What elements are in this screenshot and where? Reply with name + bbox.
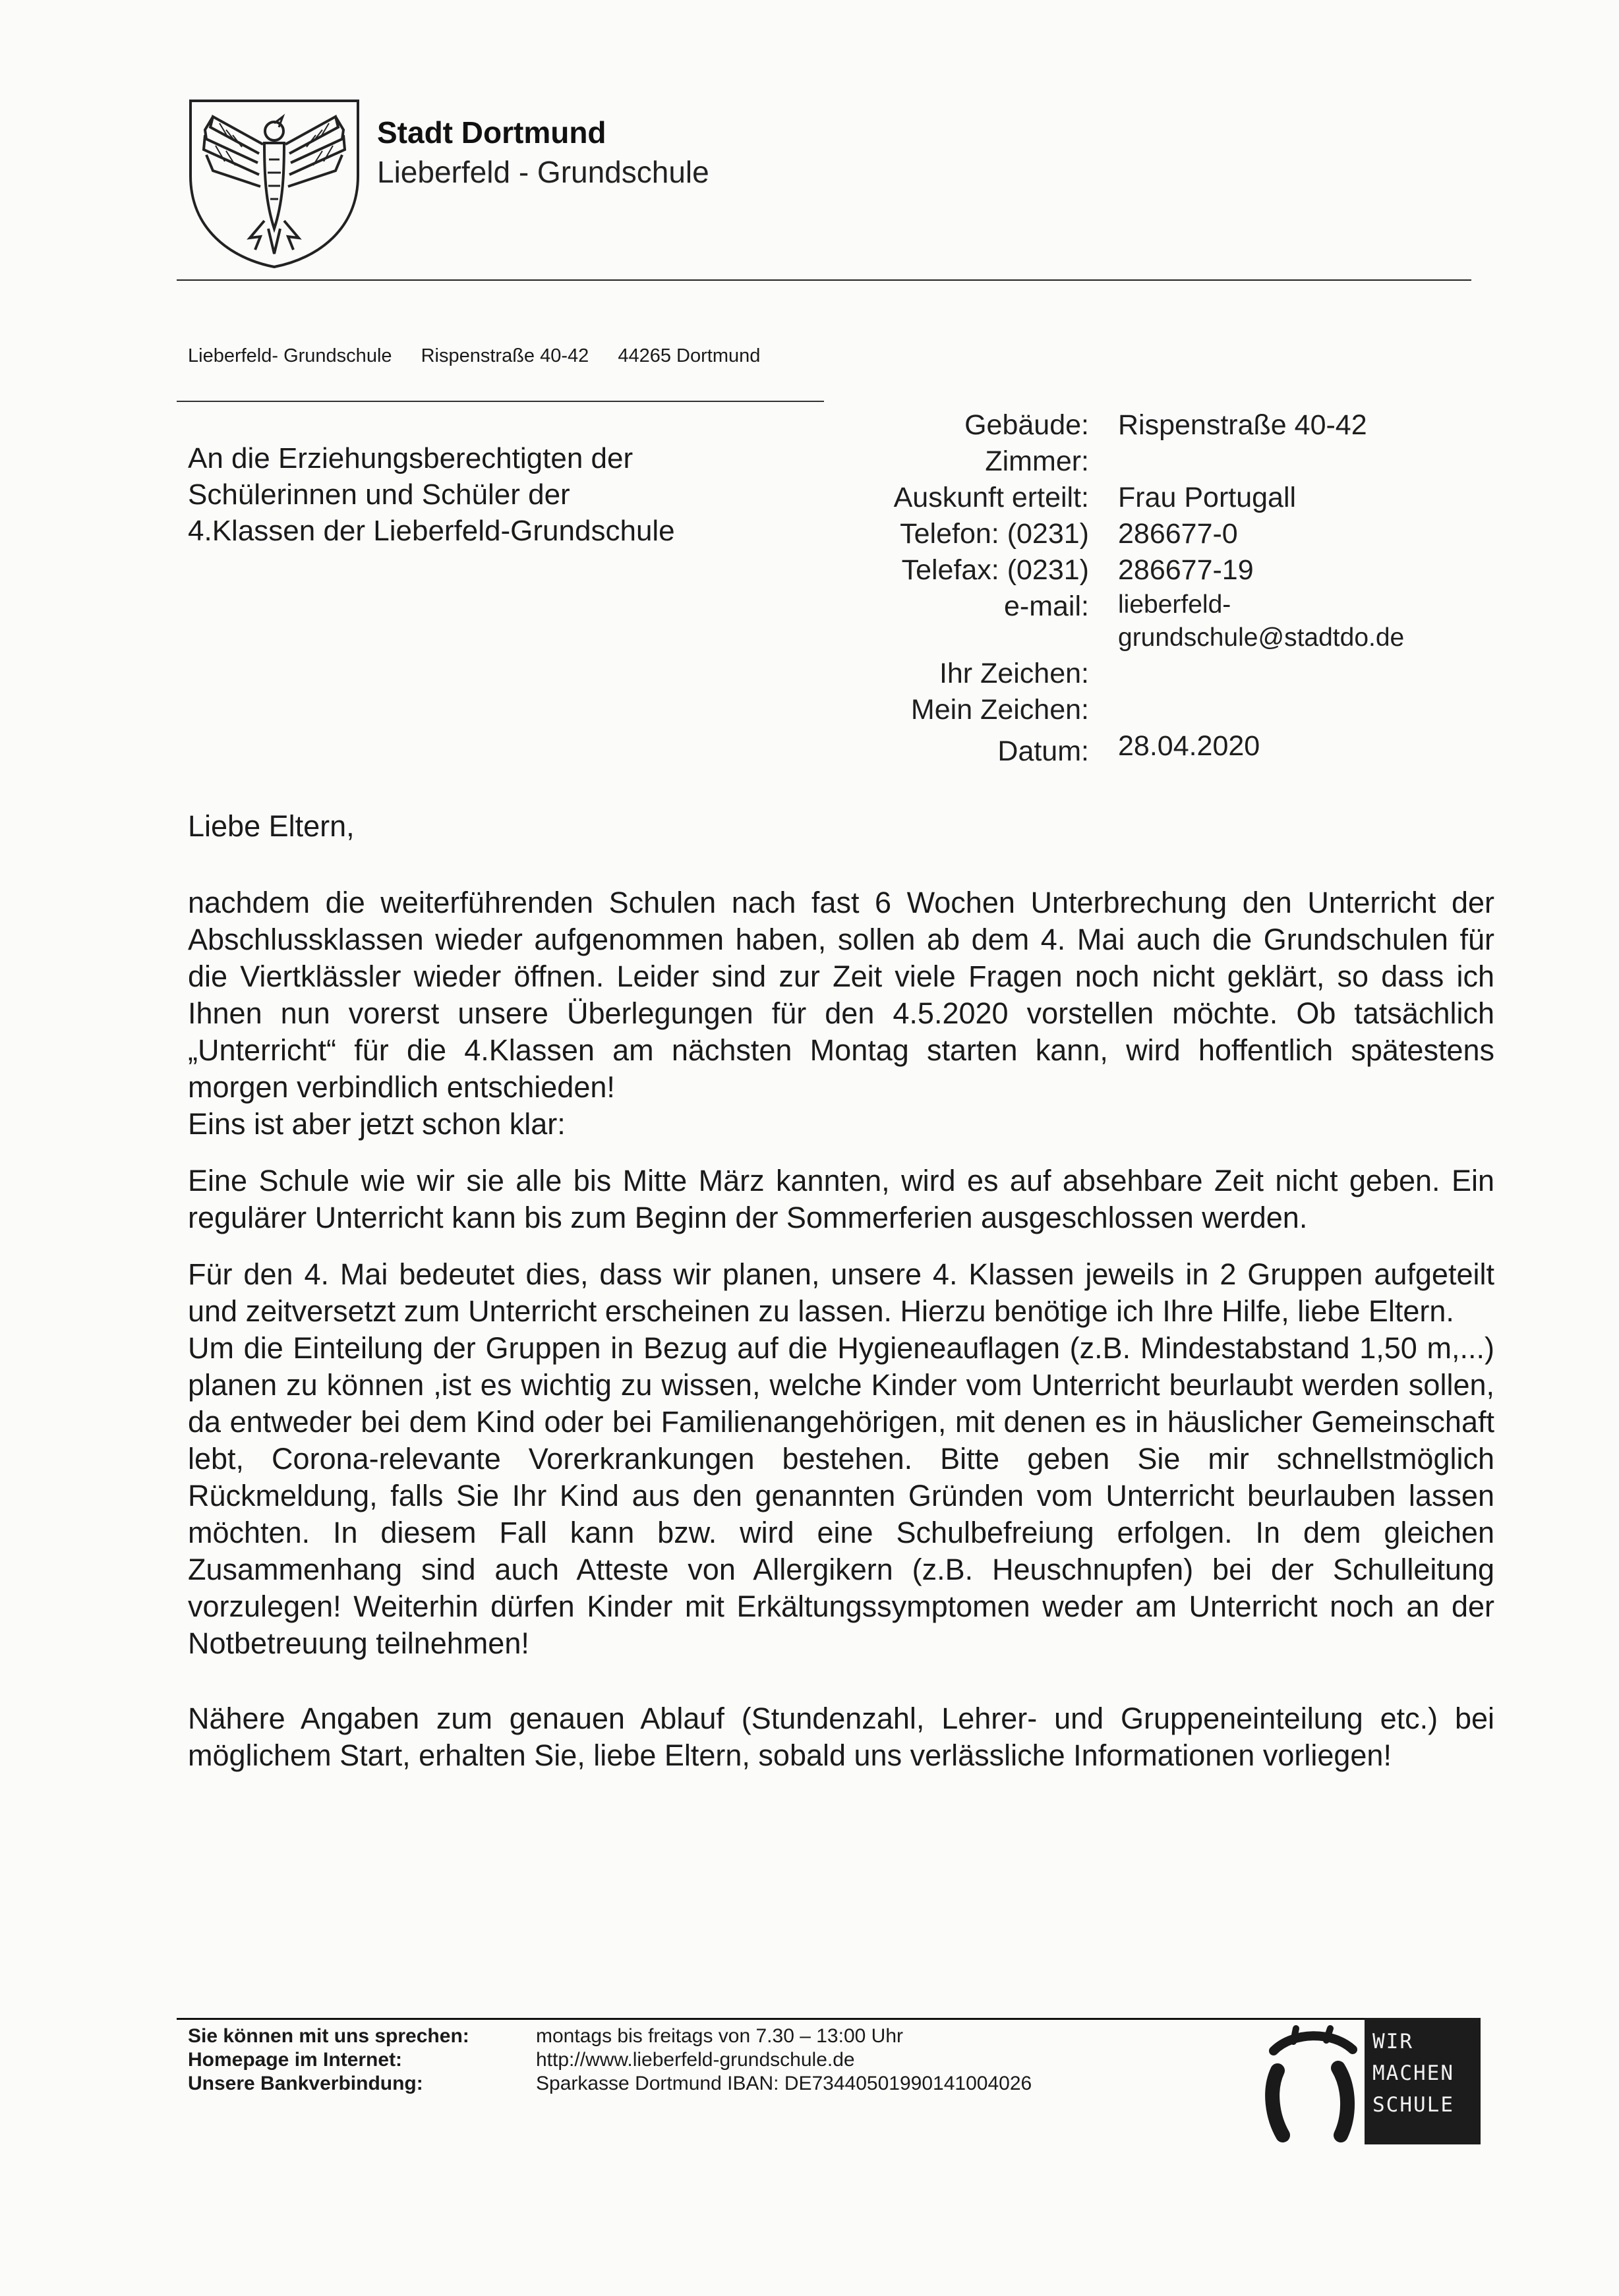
office-hours: montags bis freitags von 7.30 – 13:00 Uhr	[536, 2025, 903, 2047]
info-value: Frau Portugall	[1118, 482, 1297, 513]
info-value: 286677-19	[1118, 554, 1254, 586]
logo-line: WIR	[1372, 2030, 1413, 2053]
info-row-zimmer	[725, 444, 1490, 480]
paragraph: Nähere Angaben zum genauen Ablauf (Stundenzahl, Lehrer- und Gruppeneinteilung etc.) bei möglichem Start, erhalten Sie, liebe Eltern, sobald uns verlässliche Informationen vorliegen!	[188, 1702, 1494, 1772]
info-row-telefax	[725, 552, 1490, 588]
sender-name: Lieberfeld- Grundschule	[188, 345, 392, 366]
email-value[interactable]	[1118, 588, 1490, 654]
email-line: grundschule@stadtdo.de	[1118, 623, 1405, 652]
info-label: Auskunft erteilt:	[893, 482, 1089, 513]
recipient-line: 4.Klassen der Lieberfeld-Grundschule	[188, 515, 675, 547]
footer-label: Unsere Bankverbindung:	[188, 2073, 423, 2094]
footer-divider	[177, 2018, 1479, 2020]
recipient-line: Schülerinnen und Schüler der	[188, 478, 570, 511]
recipient-line: An die Erziehungsberechtigten der	[188, 442, 633, 474]
wir-machen-schule-logo-icon	[1254, 2024, 1366, 2144]
info-row-gebaeude	[725, 407, 1490, 444]
city-name: Stadt Dortmund	[377, 115, 606, 150]
info-row-ihr-zeichen	[725, 656, 1490, 692]
email-line: lieberfeld-	[1118, 590, 1231, 619]
info-row-email	[725, 588, 1490, 654]
contact-info-block	[725, 407, 1490, 770]
info-label: Ihr Zeichen:	[939, 658, 1089, 689]
info-row-auskunft	[725, 480, 1490, 516]
sender-street: Rispenstraße 40-42	[421, 345, 589, 366]
info-label: Datum:	[997, 735, 1089, 767]
info-label: Telefon: (0231)	[900, 518, 1089, 550]
footer-info	[188, 2024, 1032, 2096]
paragraph: Für den 4. Mai bedeutet dies, dass wir planen, unsere 4. Klassen jeweils in 2 Gruppen aufgeteilt und zeitversetzt zum Unterricht erscheinen zu lassen. Hierzu benötige ich Ihre Hilfe, liebe Eltern.	[188, 1257, 1494, 1328]
salutation: Liebe Eltern,	[188, 809, 355, 843]
sender-address-line	[188, 345, 784, 367]
info-row-telefon	[725, 516, 1490, 552]
logo-line: MACHEN	[1372, 2061, 1454, 2085]
bank-details: Sparkasse Dortmund IBAN: DE73440501990141004026	[536, 2073, 1032, 2094]
info-label: e-mail:	[1003, 590, 1089, 622]
footer-label: Homepage im Internet:	[188, 2049, 403, 2071]
logo-text	[1372, 2026, 1478, 2121]
info-value: Rispenstraße 40-42	[1118, 409, 1367, 441]
letter-body	[188, 884, 1494, 1774]
homepage-link[interactable]: http://www.lieberfeld-grundschule.de	[536, 2049, 855, 2071]
paragraph: Um die Einteilung der Gruppen in Bezug auf die Hygieneauflagen (z.B. Mindestabstand 1,50 m,...) planen zu können ,ist es wichtig zu wissen, welche Kinder vom Unterricht beurlaubt werden sollen, da entweder bei dem Kind oder bei Familienangehörigen, mit denen es in häuslicher Gemeinschaft lebt, Corona-relevante Vorerkrankungen bestehen. Bitte geben Sie mir schnellstmöglich Rückmeldung, falls Sie Ihr Kind aus den genannten Gründen vom Unterricht beurlauben lassen möchten. In diesem Fall kann bzw. wird eine Schulbefreiung erfolgen. In dem gleichen Zusammenhang sind auch Atteste von Allergikern (z.B. Heuschnupfen) bei der Schulleitung vorzulegen! Weiterhin dürfen Kinder mit Erkältungssymptomen weder am Unterricht noch an der Notbetreuung teilnehmen!	[188, 1331, 1494, 1660]
info-row-mein-zeichen	[725, 692, 1490, 728]
info-value	[1118, 444, 1490, 480]
recipient-address	[188, 440, 675, 549]
info-label: Telefax: (0231)	[901, 554, 1089, 586]
info-row-datum	[725, 728, 1490, 770]
date-value: 28.04.2020	[1118, 730, 1260, 762]
school-name: Lieberfeld - Grundschule	[377, 155, 709, 189]
info-label: Gebäude:	[964, 409, 1089, 441]
sender-city: 44265 Dortmund	[618, 345, 761, 366]
paragraph: Eine Schule wie wir sie alle bis Mitte März kannten, wird es auf absehbare Zeit nicht geben. Ein regulärer Unterricht kann bis zum Beginn der Sommerferien ausgeschlossen werden.	[188, 1164, 1494, 1234]
info-label: Mein Zeichen:	[910, 694, 1089, 726]
dortmund-crest-icon	[187, 97, 362, 270]
logo-line: SCHULE	[1372, 2093, 1454, 2117]
header-divider	[177, 279, 1471, 281]
paragraph: Eins ist aber jetzt schon klar:	[188, 1107, 566, 1141]
paragraph: nachdem die weiterführenden Schulen nach fast 6 Wochen Unterbrechung den Unterricht der Abschlussklassen wieder aufgenommen haben, sollen ab dem 4. Mai auch die Grundschulen für die Viertklässler wieder öffnen. Leider sind zur Zeit viele Fragen noch nicht geklärt, so dass ich Ihnen nun vorerst unsere Überlegungen für den 4.5.2020 vorstellen möchte. Ob tatsächlich „Unterricht“ für die 4.Klassen am nächsten Montag starten kann, wird hoffentlich spätestens morgen verbindlich entschieden!	[188, 886, 1494, 1104]
footer-label: Sie können mit uns sprechen:	[188, 2025, 469, 2047]
info-label: Zimmer:	[985, 445, 1089, 477]
info-value: 286677-0	[1118, 518, 1238, 550]
sender-divider	[177, 401, 824, 402]
